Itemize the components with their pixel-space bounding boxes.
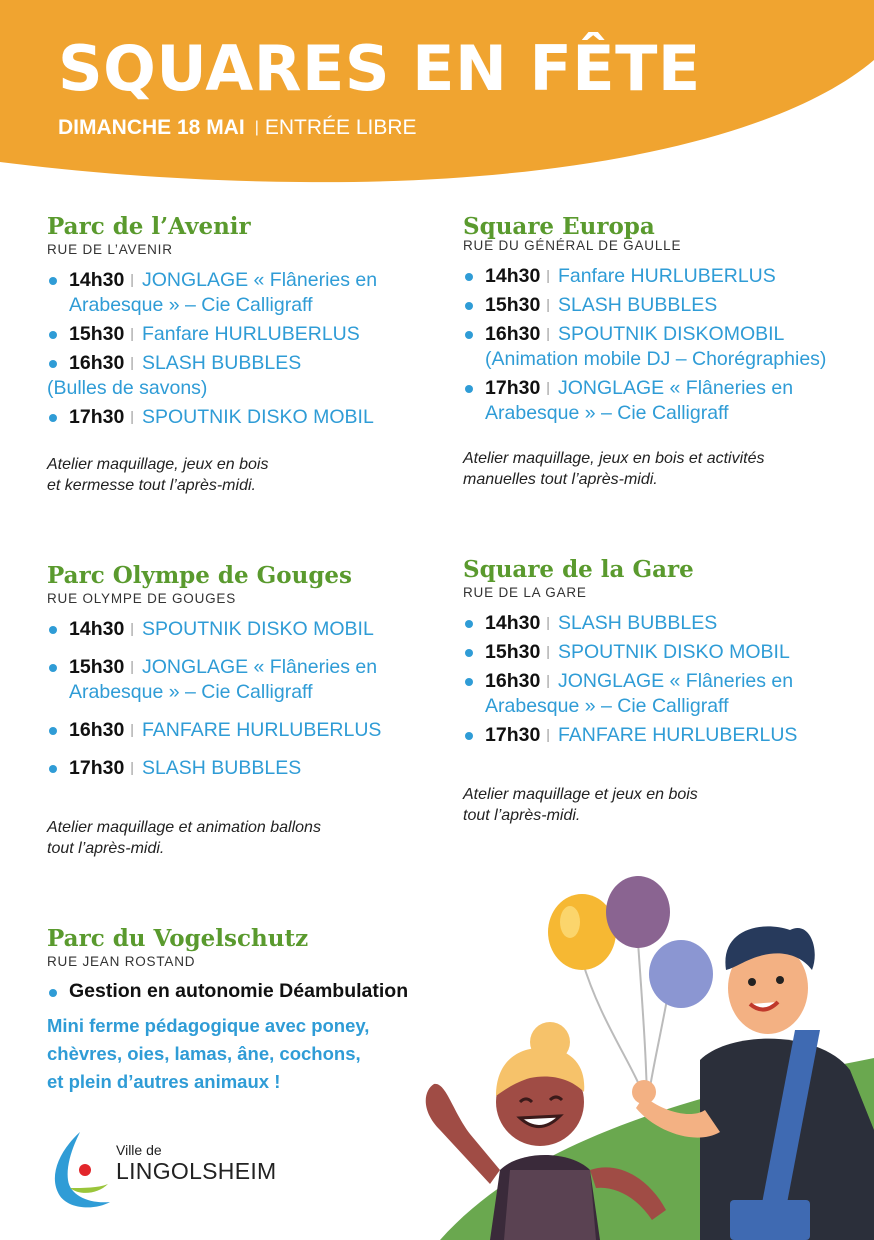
venue-note: Atelier maquillage et jeux en bois tout l’après-midi.	[463, 786, 698, 824]
schedule-list	[47, 979, 437, 1004]
entry-info: ENTRÉE LIBRE	[264, 116, 417, 139]
schedule-label: Gestion en autonomie Déambulation	[69, 980, 409, 1002]
schedule-extra: (Bulles de savons)	[47, 377, 208, 399]
bullet-icon	[49, 727, 57, 735]
schedule-label: SPOUTNIK DISKOMOBIL (Animation mobile DJ – Chorégraphies)	[485, 323, 827, 370]
venue-title: Parc de l’Avenir	[47, 213, 251, 240]
schedule-label: SLASH BUBBLES	[141, 757, 302, 779]
schedule-time: 16h30	[485, 670, 541, 692]
schedule-time: 16h30	[485, 323, 541, 345]
venue-title: Square de la Gare	[463, 556, 694, 583]
schedule-time: 15h30	[69, 656, 125, 678]
event-date: DIMANCHE 18 MAI	[58, 116, 245, 139]
event-subtitle	[58, 116, 417, 140]
schedule-item: 15h30 | Fanfare HURLUBERLUS	[47, 321, 427, 347]
bullet-icon	[49, 989, 57, 997]
bullet-icon	[465, 302, 473, 310]
venue-note: Atelier maquillage et animation ballons tout l’après-midi.	[47, 819, 321, 857]
page-title: SQUARES EN FÊTE	[58, 32, 701, 105]
schedule-label: JONGLAGE « Flâneries en Arabesque » – Cie Calligraff	[485, 670, 794, 717]
schedule-list	[47, 267, 427, 376]
city-logo	[50, 1130, 290, 1210]
venue-title: Parc Olympe de Gouges	[47, 562, 352, 589]
schedule-time: 16h30	[69, 352, 125, 374]
venue-street: RUE DU GÉNÉRAL DE GAULLE	[463, 238, 682, 253]
schedule-item: 17h30 | SPOUTNIK DISKO MOBIL	[47, 404, 427, 430]
schedule-label: JONGLAGE « Flâneries en Arabesque » – Cie Calligraff	[69, 656, 378, 703]
schedule-item: 14h30 | SPOUTNIK DISKO MOBIL	[47, 616, 427, 642]
schedule-label: SPOUTNIK DISKO MOBIL	[141, 618, 374, 640]
subtitle-separator: |	[254, 119, 259, 136]
header-banner	[0, 0, 874, 190]
schedule-item: 16h30 | JONGLAGE « Flâneries en Arabesque » – Cie Calligraff	[463, 668, 843, 719]
schedule-time: 14h30	[485, 265, 541, 287]
schedule-label: FANFARE HURLUBERLUS	[557, 724, 798, 746]
venue-parc-avenir	[47, 213, 427, 496]
schedule-item: 14h30 | SLASH BUBBLES	[463, 610, 843, 636]
schedule-label: SPOUTNIK DISKO MOBIL	[141, 406, 374, 428]
venue-street: RUE OLYMPE DE GOUGES	[47, 591, 237, 606]
schedule-label: SLASH BUBBLES	[557, 294, 718, 316]
bullet-icon	[49, 626, 57, 634]
schedule-time: 17h30	[69, 757, 125, 779]
schedule-item: 14h30 | Fanfare HURLUBERLUS	[463, 263, 863, 289]
bullet-icon	[465, 385, 473, 393]
schedule-time: 15h30	[69, 323, 125, 345]
schedule-time: 17h30	[485, 724, 541, 746]
schedule-label: JONGLAGE « Flâneries en Arabesque » – Cie Calligraff	[485, 377, 794, 424]
bullet-icon	[465, 620, 473, 628]
schedule-label: JONGLAGE « Flâneries en Arabesque » – Cie Calligraff	[69, 269, 378, 316]
schedule-label: SLASH BUBBLES	[141, 352, 302, 374]
schedule-label: Fanfare HURLUBERLUS	[141, 323, 360, 345]
schedule-list	[47, 404, 427, 430]
bullet-icon	[465, 732, 473, 740]
schedule-item: 16h30 | SPOUTNIK DISKOMOBIL (Animation mobile DJ – Chorégraphies)	[463, 321, 863, 372]
bullet-icon	[49, 414, 57, 422]
schedule-list	[47, 616, 427, 781]
schedule-time: 16h30	[69, 719, 125, 741]
venue-parc-olympe-de-gouges	[47, 562, 427, 859]
bullet-icon	[49, 765, 57, 773]
schedule-list	[463, 263, 863, 426]
schedule-item: 17h30 | JONGLAGE « Flâneries en Arabesque » – Cie Calligraff	[463, 375, 863, 426]
venue-square-europa	[463, 213, 863, 490]
purple-balloon	[606, 876, 670, 948]
venue-note: Atelier maquillage, jeux en bois et kermesse tout l’après-midi.	[47, 456, 269, 494]
schedule-item: 15h30 | SPOUTNIK DISKO MOBIL	[463, 639, 843, 665]
schedule-time: 15h30	[485, 294, 541, 316]
schedule-item: 17h30 | SLASH BUBBLES	[47, 755, 427, 781]
venue-title: Square Europa	[463, 213, 655, 240]
venue-street: RUE DE L’AVENIR	[47, 242, 173, 257]
bullet-icon	[465, 678, 473, 686]
kids-balloons-illustration	[400, 870, 874, 1240]
schedule-item: 15h30 | SLASH BUBBLES	[463, 292, 863, 318]
bullet-icon	[465, 331, 473, 339]
bullet-icon	[49, 277, 57, 285]
schedule-item: 16h30 | SLASH BUBBLES	[47, 350, 427, 376]
blue-balloon	[649, 940, 713, 1008]
schedule-time: 14h30	[69, 269, 125, 291]
bullet-icon	[49, 331, 57, 339]
schedule-time: 14h30	[485, 612, 541, 634]
venue-square-de-la-gare	[463, 556, 843, 826]
bullet-icon	[49, 360, 57, 368]
logo-text: Ville de LINGOLSHEIM	[116, 1142, 277, 1184]
schedule-time: 17h30	[485, 377, 541, 399]
schedule-list	[463, 610, 843, 748]
farm-description: Mini ferme pédagogique avec poney, chèvres, oies, lamas, âne, cochons, et plein d’autres animaux !	[47, 1015, 370, 1092]
schedule-item: 15h30 | JONGLAGE « Flâneries en Arabesque » – Cie Calligraff	[47, 654, 427, 705]
venue-street: RUE JEAN ROSTAND	[47, 954, 196, 969]
yellow-balloon	[548, 894, 616, 970]
schedule-label: SPOUTNIK DISKO MOBIL	[557, 641, 790, 663]
venue-note: Atelier maquillage, jeux en bois et activités manuelles tout l’après-midi.	[463, 450, 765, 488]
schedule-label: Fanfare HURLUBERLUS	[557, 265, 776, 287]
venue-parc-du-vogelschutz	[47, 925, 437, 1096]
schedule-label: FANFARE HURLUBERLUS	[141, 719, 382, 741]
venue-street: RUE DE LA GARE	[463, 585, 587, 600]
venue-title: Parc du Vogelschutz	[47, 925, 309, 952]
bullet-icon	[465, 273, 473, 281]
schedule-item: 14h30 | JONGLAGE « Flâneries en Arabesque » – Cie Calligraff	[47, 267, 427, 318]
schedule-time: 15h30	[485, 641, 541, 663]
schedule-time: 14h30	[69, 618, 125, 640]
schedule-item: 16h30 | FANFARE HURLUBERLUS	[47, 717, 427, 743]
schedule-label: SLASH BUBBLES	[557, 612, 718, 634]
lingolsheim-logo-icon	[50, 1130, 114, 1210]
schedule-item	[47, 979, 437, 1004]
bullet-icon	[49, 664, 57, 672]
schedule-time: 17h30	[69, 406, 125, 428]
bullet-icon	[465, 649, 473, 657]
schedule-item: 17h30 | FANFARE HURLUBERLUS	[463, 722, 843, 748]
